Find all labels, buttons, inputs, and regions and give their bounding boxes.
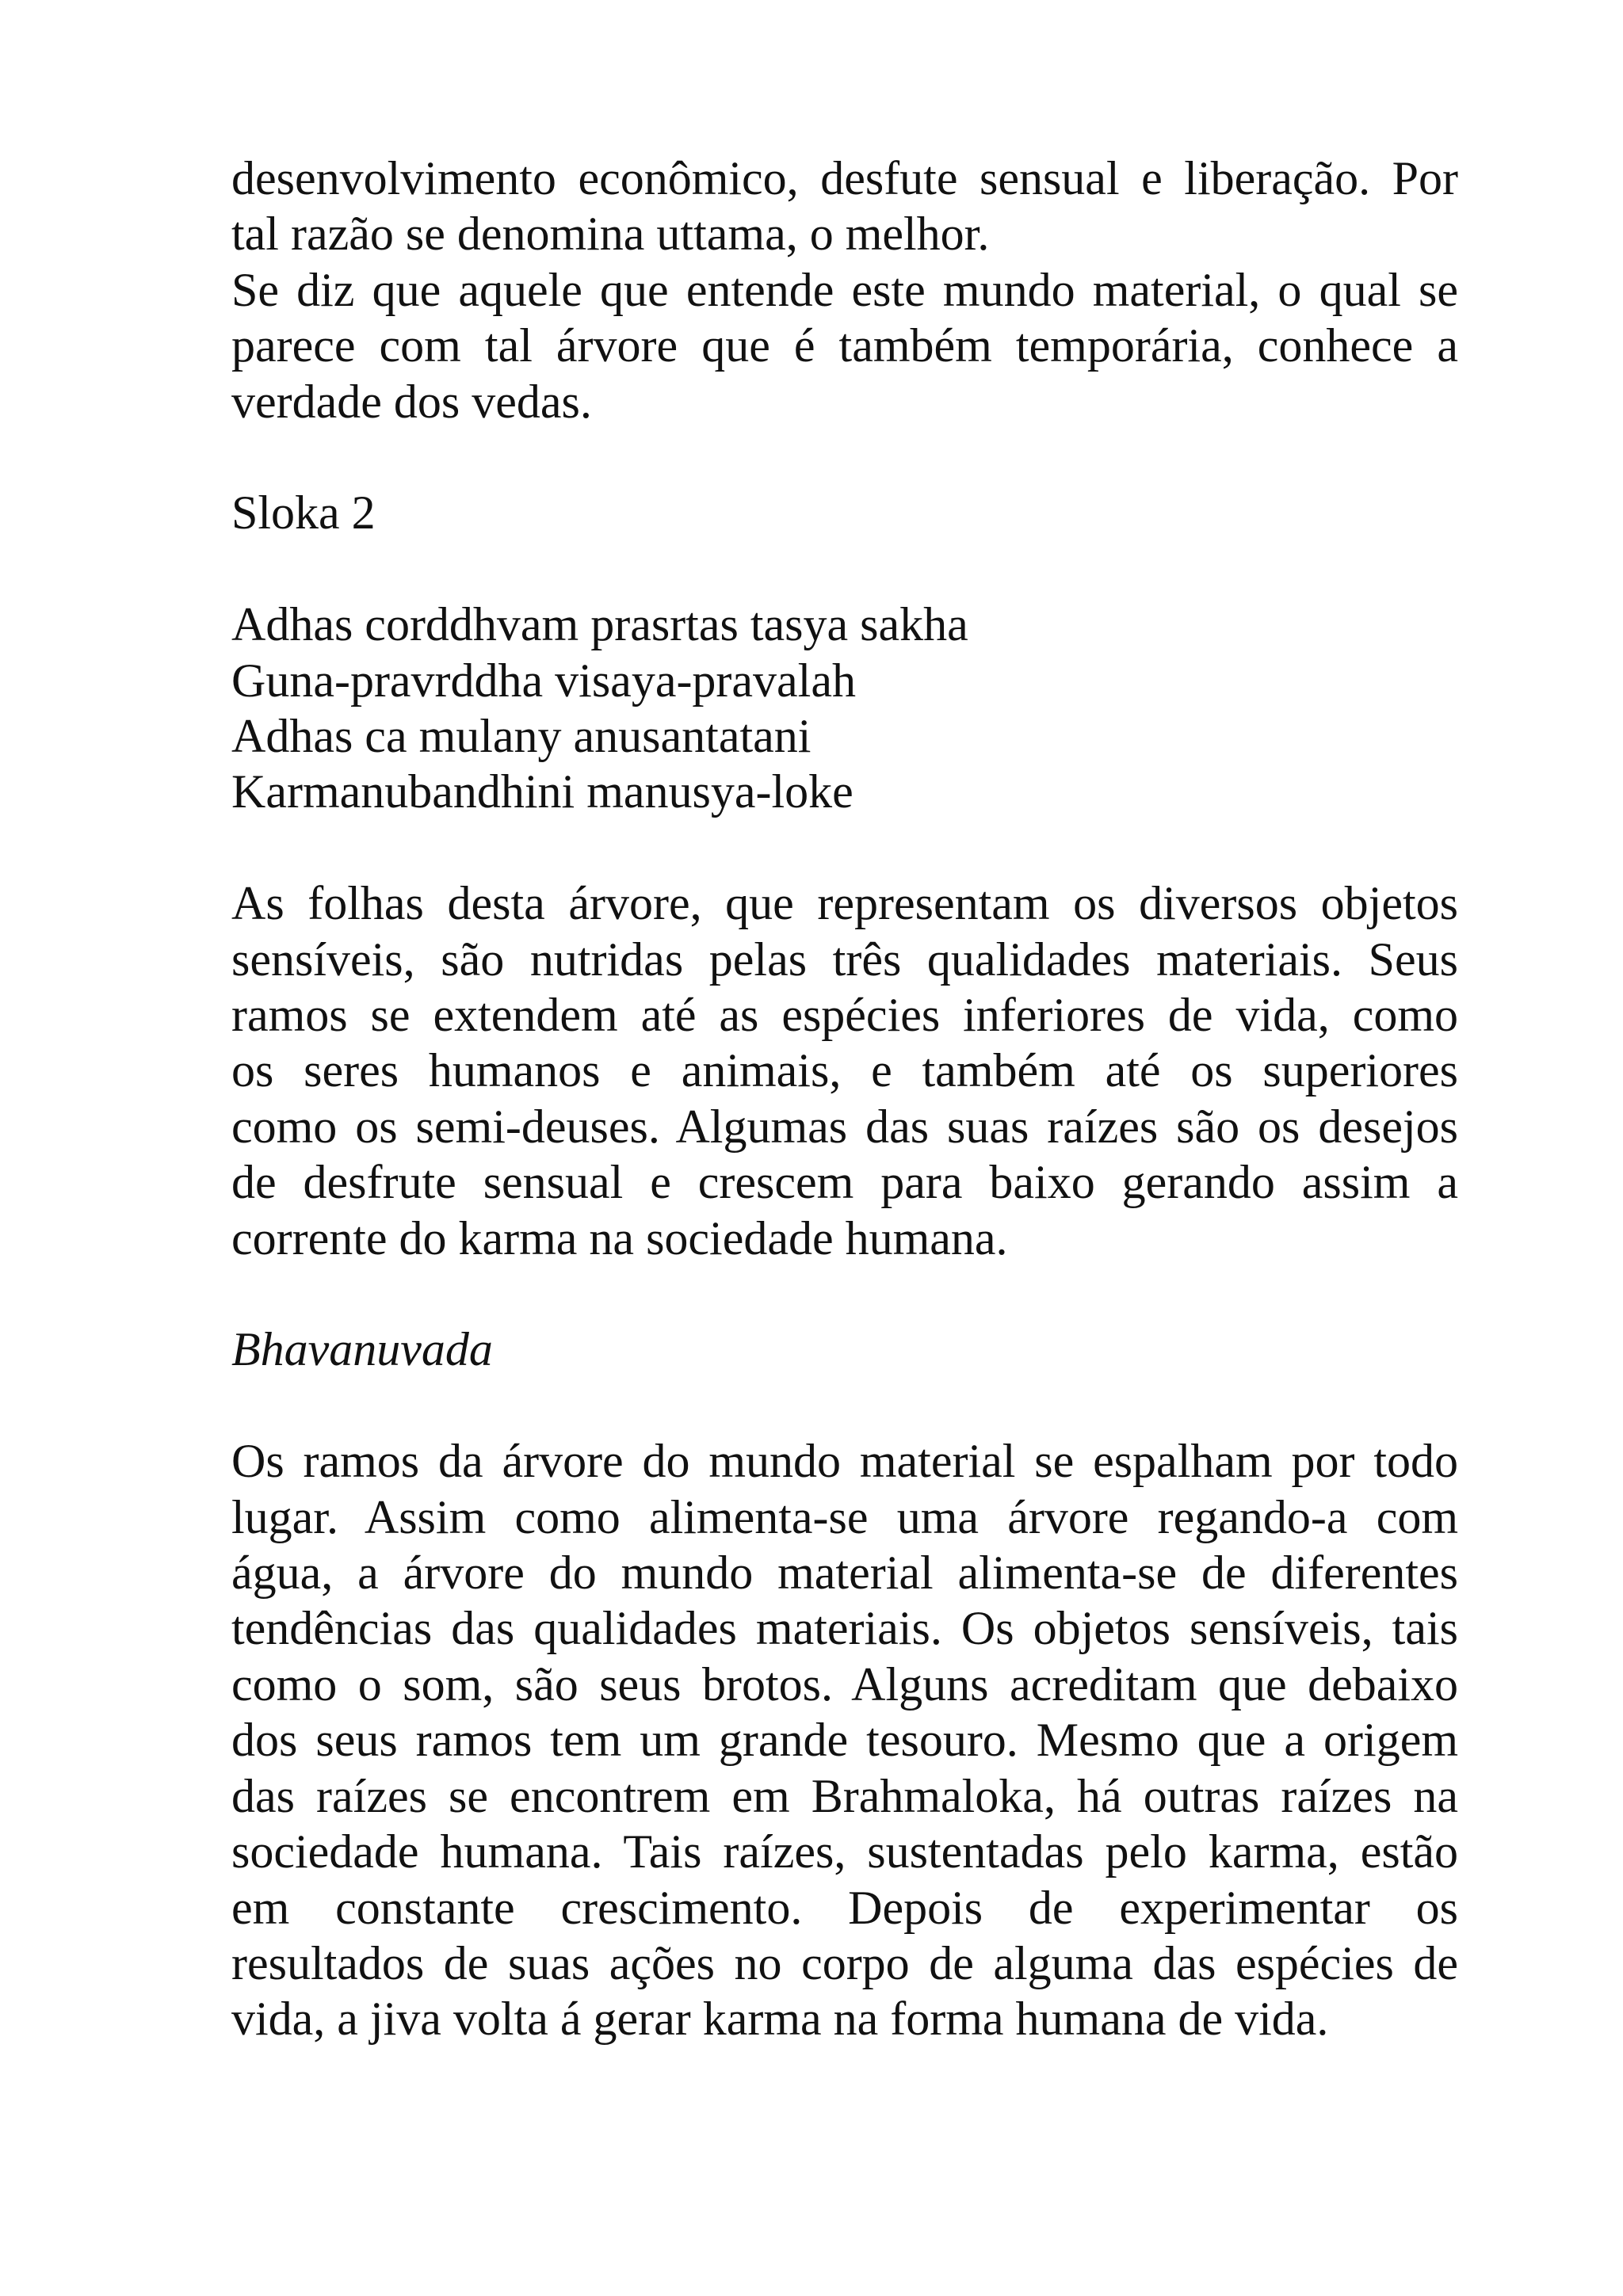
- text-line: tendências das qualidades materiais. Os objetos sensíveis, tais: [231, 1602, 1458, 1655]
- commentary-heading: Bhavanuvada: [231, 1323, 493, 1376]
- text-line: das raízes se encontrem em Brahmaloka, há outras raízes na: [231, 1769, 1458, 1822]
- text-line: de desfrute sensual e crescem para baixo gerando assim a: [231, 1156, 1458, 1209]
- text-line: vida, a jiva volta á gerar karma na forma humana de vida.: [231, 1993, 1329, 2046]
- text-line: como os semi-deuses. Algumas das suas raízes são os desejos: [231, 1100, 1458, 1153]
- commentary-paragraph: [231, 1433, 1458, 2046]
- text-line: como o som, são seus brotos. Alguns acreditam que debaixo: [231, 1657, 1458, 1711]
- paragraph-gap: [231, 1378, 1458, 1433]
- text-line: Se diz que aquele que entende este mundo material, o qual se: [231, 263, 1458, 316]
- text-line: dos seus ramos tem um grande tesouro. Mesmo que a origem: [231, 1714, 1458, 1767]
- paragraph-intro: [231, 151, 1458, 262]
- text-line: tal razão se denomina uttama, o melhor.: [231, 208, 990, 261]
- paragraph-world: [231, 262, 1458, 429]
- document-page: [231, 151, 1458, 2047]
- text-line: corrente do karma na sociedade humana.: [231, 1211, 1008, 1264]
- sloka-heading-block: [231, 485, 1458, 540]
- text-line: parece com tal árvore que é também temporária, conhece a: [231, 319, 1458, 372]
- paragraph-gap: [231, 1266, 1458, 1322]
- text-line: os seres humanos e animais, e também até os superiores: [231, 1044, 1458, 1097]
- verse-line: Adhas corddhvam prasrtas tasya sakha: [231, 598, 968, 651]
- text-line: lugar. Assim como alimenta-se uma árvore regando-a com: [231, 1490, 1458, 1543]
- translation-paragraph: [231, 875, 1458, 1266]
- text-line: sociedade humana. Tais raízes, sustentadas pelo karma, estão: [231, 1825, 1458, 1878]
- text-line: As folhas desta árvore, que representam os diversos objetos: [231, 877, 1458, 930]
- text-line: água, a árvore do mundo material alimenta-se de diferentes: [231, 1547, 1458, 1600]
- sloka-heading: Sloka 2: [231, 486, 376, 540]
- text-line: em constante crescimento. Depois de experimentar os: [231, 1881, 1458, 1934]
- verse-line: Karmanubandhini manusya-loke: [231, 765, 854, 818]
- text-line: ramos se extendem até as espécies inferiores de vida, como: [231, 989, 1458, 1042]
- paragraph-gap: [231, 429, 1458, 485]
- text-line: sensíveis, são nutridas pelas três qualidades materiais. Seus: [231, 933, 1458, 986]
- text-line: resultados de suas ações no corpo de alguma das espécies de: [231, 1936, 1458, 1989]
- paragraph-gap: [231, 820, 1458, 875]
- text-line: desenvolvimento econômico, desfute sensual e liberação. Por: [231, 152, 1458, 204]
- text-line: verdade dos vedas.: [231, 375, 592, 428]
- paragraph-gap: [231, 541, 1458, 597]
- verse-line: Guna-pravrddha visaya-pravalah: [231, 654, 856, 707]
- commentary-heading-block: [231, 1322, 1458, 1377]
- verse: [231, 597, 1458, 820]
- text-line: Os ramos da árvore do mundo material se espalham por todo: [231, 1435, 1458, 1488]
- verse-line: Adhas ca mulany anusantatani: [231, 710, 812, 763]
